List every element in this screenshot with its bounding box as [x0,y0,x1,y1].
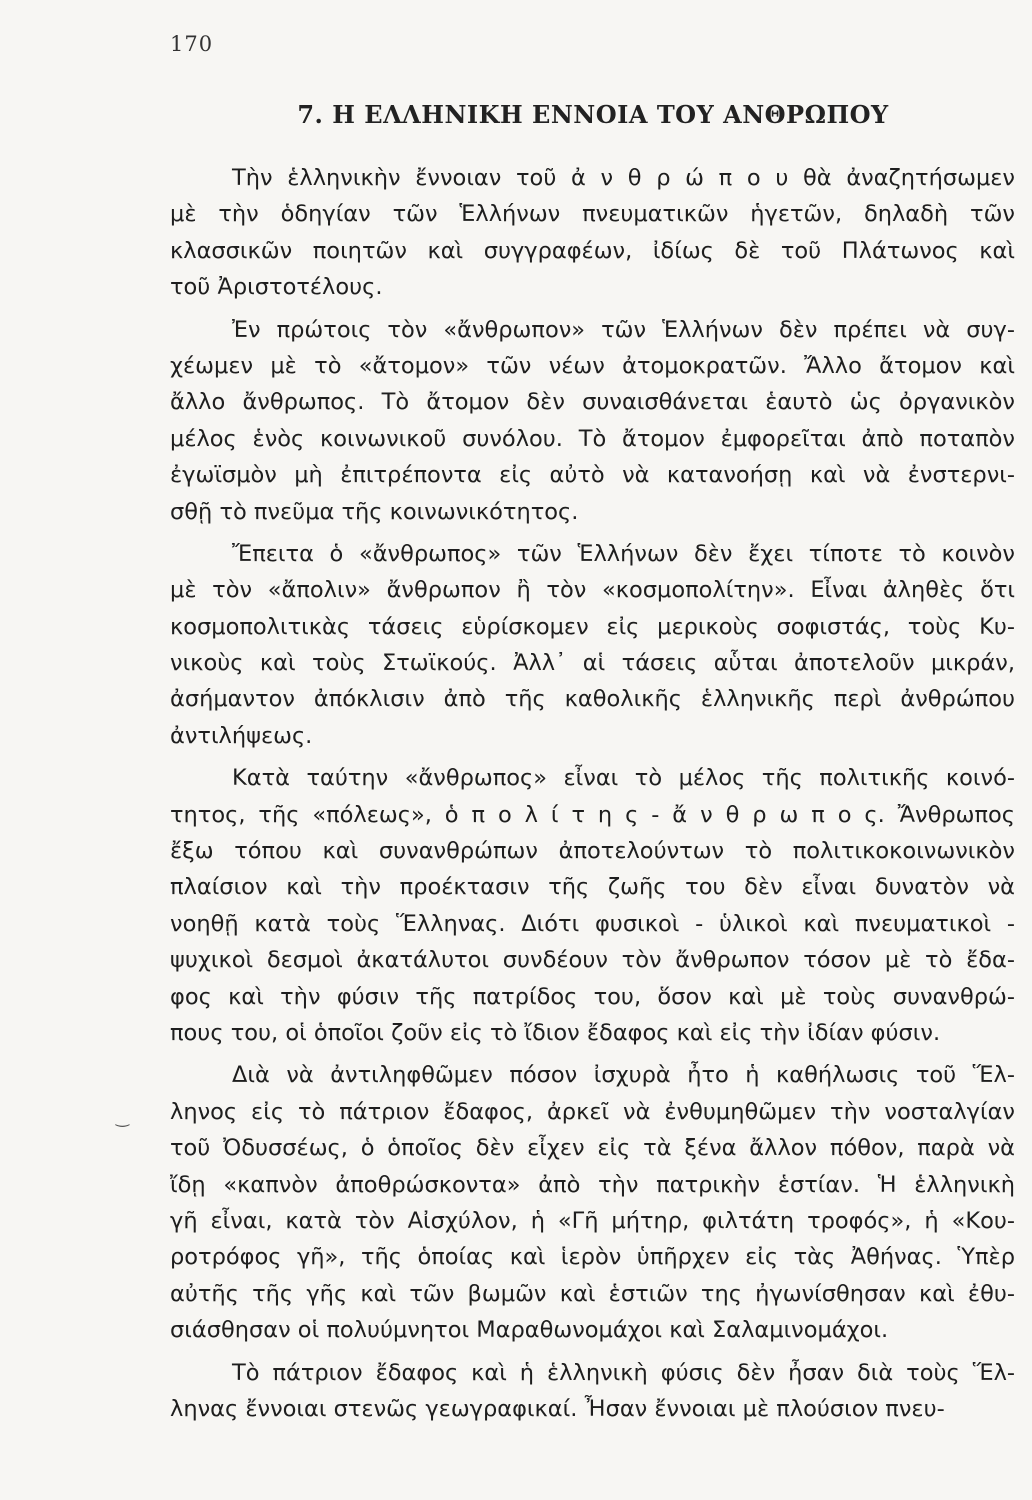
paragraph [170,160,1015,306]
text-line: Κατὰ ταύτην «ἄνθρωπος» εἶναι τὸ μέλος τῆς πολιτικῆς κοινό- [232,765,1015,792]
text-line: ληνος εἰς τὸ πάτριον ἔδαφος, ἀρκεῖ νὰ ἐνθυμηθῶμεν τὴν νοσταλγίαν [170,1098,1015,1125]
text-line: πους του, οἱ ὁποῖοι ζοῦν εἰς τὸ ἴδιον ἔδαφος καὶ εἰς τὴν ἰδίαν φύσιν. [170,1019,941,1046]
chapter-title: 7. Η ΕΛΛΗΝΙΚΗ ΕΝΝΟΙΑ ΤΟΥ ΑΝΘΡΩΠΟΥ [297,100,889,129]
paragraph [170,536,1015,754]
text-line: Ἔπειτα ὁ «ἄνθρωπος» τῶν Ἑλλήνων δὲν ἔχει τίποτε τὸ κοινὸν [232,540,1015,567]
body-text [170,160,1015,1427]
text-line: ἀσήμαντον ἀπόκλισιν ἀπὸ τῆς καθολικῆς ἑλληνικῆς περὶ ἀνθρώπου [170,686,1015,713]
text-line: ἄλλο ἄνθρωπος. Τὸ ἄτομον δὲν συναισθάνεται ἑαυτὸ ὡς ὀργανικὸν [170,389,1015,416]
paragraph [170,312,1015,530]
text-line: χέωμεν μὲ τὸ «ἄτομον» τῶν νέων ἀτομοκρατῶν. Ἄλλο ἄτομον καὶ [170,352,1015,379]
text-line: Τὴν ἑλληνικὴν ἔννοιαν τοῦ ἀ ν θ ρ ώ π ο υ θὰ ἀναζητήσωμεν [232,165,1015,191]
text-line: Τὸ πάτριον ἔδαφος καὶ ἡ ἑλληνικὴ φύσις δὲν ἦσαν διὰ τοὺς Ἕλ- [232,1359,1015,1386]
text-line: τοῦ Ὀδυσσέως, ὁ ὁποῖος δὲν εἶχεν εἰς τὰ ξένα ἄλλον πόθον, παρὰ νὰ [170,1135,1015,1162]
text-line: κλασσικῶν ποιητῶν καὶ συγγραφέων, ἰδίως δὲ τοῦ Πλάτωνος καὶ [170,237,1015,264]
text-line: ψυχικοὶ δεσμοὶ ἀκατάλυτοι συνδέουν τὸν ἄνθρωπον τόσον μὲ τὸ ἔδα- [170,947,1015,974]
page-number: 170 [170,32,214,56]
text-line: Διὰ νὰ ἀντιληφθῶμεν πόσον ἰσχυρὰ ἦτο ἡ καθήλωσις τοῦ Ἕλ- [232,1062,1015,1089]
text-line: νικοὺς καὶ τοὺς Στωϊκούς. Ἀλλ᾽ αἱ τάσεις αὗται ἀποτελοῦν μικράν, [170,650,1015,677]
text-line: ληνας ἔννοιαι στενῶς γεωγραφικαί. Ἦσαν ἔννοιαι μὲ πλούσιον πνευ- [170,1395,945,1422]
text-line: σιάσθησαν οἱ πολυύμνητοι Μαραθωνομάχοι καὶ Σαλαμινομάχοι. [170,1317,889,1344]
text-line: φος καὶ τὴν φύσιν τῆς πατρίδος του, ὅσον καὶ μὲ τοὺς συνανθρώ- [170,983,1015,1010]
text-line: μὲ τὴν ὁδηγίαν τῶν Ἑλλήνων πνευματικῶν ἡγετῶν, δηλαδὴ τῶν [170,201,1015,228]
margin-mark: ‿ [116,1108,129,1127]
text-line: σθῇ τὸ πνεῦμα τῆς κοινωνικότητος. [170,498,579,525]
text-line: τοῦ Ἀριστοτέλους. [170,274,383,301]
text-line: ἴδῃ «καπνὸν ἀποθρώσκοντα» ἀπὸ τὴν πατρικὴν ἑστίαν. Ἡ ἑλληνικὴ [170,1171,1015,1198]
text-line: ἔξω τόπου καὶ συνανθρώπων ἀποτελούντων τὸ πολιτικοκοινωνικὸν [170,838,1015,865]
text-line: τητος, τῆς «πόλεως», ὁ π ο λ ί τ η ς - ἄ ν θ ρ ω π ο ς. Ἄνθρωπος [170,801,1015,828]
text-line: ροτρόφος γῆ», τῆς ὁποίας καὶ ἱερὸν ὑπῆρχεν εἰς τὰς Ἀθήνας. Ὑπὲρ [170,1244,1015,1271]
paragraph [170,760,1015,1051]
text-line: νοηθῇ κατὰ τοὺς Ἕλληνας. Διότι φυσικοὶ - ὑλικοὶ καὶ πνευματικοὶ - [170,910,1015,937]
paragraph [170,1057,1015,1348]
text-line: γῆ εἶναι, κατὰ τὸν Αἰσχύλον, ἡ «Γῆ μήτηρ, φιλτάτη τροφός», ἡ «Κου- [170,1207,1015,1234]
text-line: Ἐν πρώτοις τὸν «ἄνθρωπον» τῶν Ἑλλήνων δὲν πρέπει νὰ συγ- [232,316,1015,343]
text-line: μὲ τὸν «ἄπολιν» ἄνθρωπον ἢ τὸν «κοσμοπολίτην». Εἶναι ἀληθὲς ὅτι [170,577,1015,604]
paragraph [170,1355,1015,1428]
text-line: ἀντιλήψεως. [170,722,313,749]
text-line: πλαίσιον καὶ τὴν προέκτασιν τῆς ζωῆς του δὲν εἶναι δυνατὸν νὰ [170,874,1015,901]
text-line: κοσμοπολιτικὰς τάσεις εὑρίσκομεν εἰς μερικοὺς σοφιστάς, τοὺς Κυ- [170,613,1015,640]
text-line: μέλος ἑνὸς κοινωνικοῦ συνόλου. Τὸ ἄτομον ἐμφορεῖται ἀπὸ ποταπὸν [170,425,1015,452]
text-line: ἐγωϊσμὸν μὴ ἐπιτρέποντα εἰς αὐτὸ νὰ κατανοήσῃ καὶ νὰ ἐνστερνι- [170,462,1015,489]
text-line: αὐτῆς τῆς γῆς καὶ τῶν βωμῶν καὶ ἑστιῶν της ἠγωνίσθησαν καὶ ἐθυ- [170,1280,1015,1307]
